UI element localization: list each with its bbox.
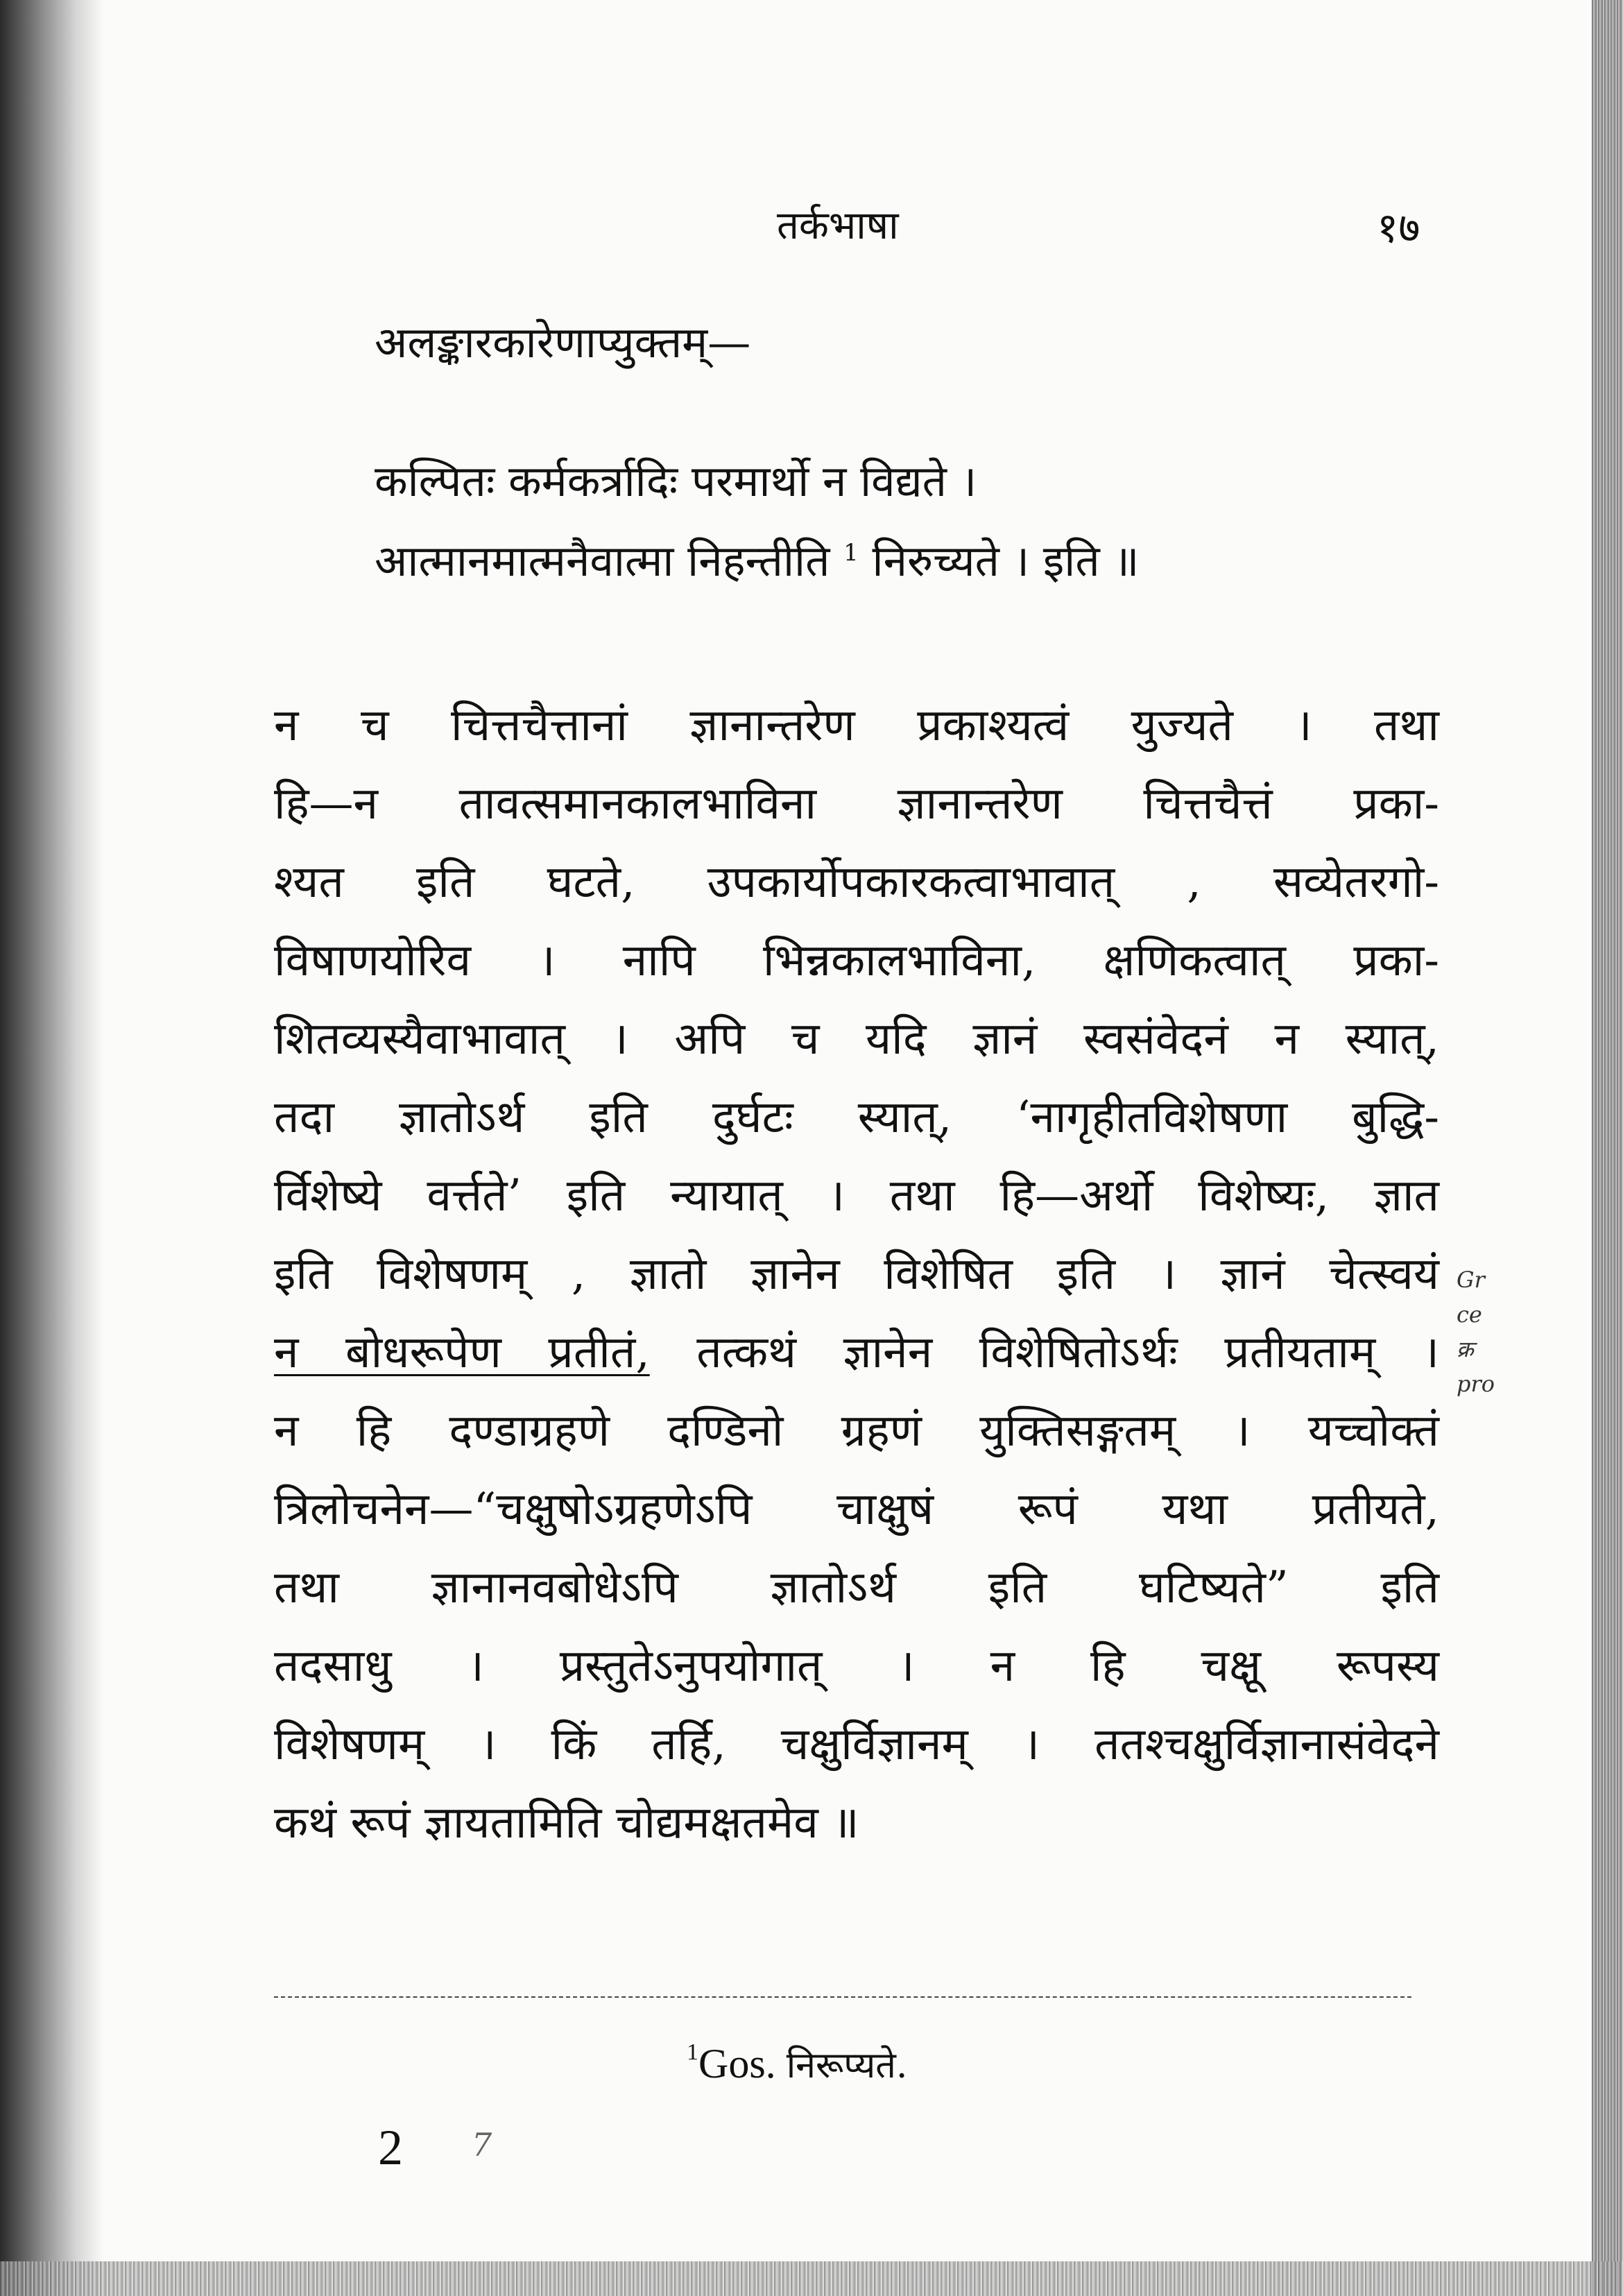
underlined-phrase: न बोधरूपेण प्रतीतं, <box>274 1327 650 1378</box>
body-line: हि—न तावत्समानकालभाविना ज्ञानान्तरेण चित्तचैत्तं प्रका- <box>274 778 1439 830</box>
verse-line-2-end: निरुच्यते । इति ॥ <box>872 536 1140 586</box>
scan-right-edge <box>1592 0 1623 2296</box>
body-line: श्यत इति घटते, उपकार्योपकारकत्वाभावात् , सव्येतरगो- <box>274 857 1439 908</box>
verse-line-2 <box>375 531 1140 589</box>
body-line: तथा ज्ञानानवबोधेऽपि ज्ञातोऽर्थ इति घटिष्यते” इति <box>274 1562 1439 1613</box>
body-line-rest: तत्कथं ज्ञानेन विशेषितोऽर्थः प्रतीयताम् । <box>649 1327 1440 1378</box>
scan-left-edge <box>0 0 104 2296</box>
handwritten-margin-note: Gr ce क्र pro <box>1457 1267 1495 1397</box>
body-line-last: कथं रूपं ज्ञायतामिति चोद्यमक्षतमेव ॥ <box>274 1797 859 1849</box>
footnote-variant: निरूप्यते. <box>786 2045 908 2087</box>
body-line: न च चित्तचैत्तानां ज्ञानान्तरेण प्रकाश्यत्वं युज्यते । तथा <box>274 700 1439 751</box>
intro-line: अलङ्कारकारेणाप्युक्तम्— <box>375 317 751 368</box>
verse-line-2-text: आत्मानमात्मनैवात्मा निहन्तीति <box>375 536 830 586</box>
body-paragraph <box>274 687 1439 1862</box>
footnote-source: Gos. <box>698 2041 787 2087</box>
body-line: तदा ज्ञातोऽर्थ इति दुर्घटः स्यात्, ‘नागृहीतविशेषणा बुद्धि- <box>274 1092 1439 1143</box>
pencil-scribble: 7 <box>472 2126 492 2164</box>
body-line: तदसाधु । प्रस्तुतेऽनुपयोगात् । न हि चक्षू रूपस्य <box>274 1640 1439 1692</box>
body-line: विषाणयोरिव । नापि भिन्नकालभाविना, क्षणिकत्वात् प्रका- <box>274 935 1439 986</box>
body-line-underlined <box>274 1314 1439 1392</box>
printer-signature-mark: 2 <box>378 2120 403 2175</box>
body-line: त्रिलोचनेन—“चक्षुषोऽग्रहणेऽपि चाक्षुषं रूपं यथा प्रतीयते, <box>274 1484 1439 1535</box>
body-line: न हि दण्डाग्रहणे दण्डिनो ग्रहणं युक्तिसङ्गतम् । यच्चोक्तं <box>274 1405 1439 1457</box>
body-line: विशेषणम् । किं तर्हि, चक्षुर्विज्ञानम् । ततश्चक्षुर्विज्ञानासंवेदने <box>274 1719 1439 1770</box>
body-line: र्विशेष्ये वर्त्तते’ इति न्यायात् । तथा हि—अर्थो विशेष्यः, ज्ञात <box>274 1170 1439 1222</box>
footnote-number: 1 <box>687 2039 698 2065</box>
page-number: १७ <box>1377 204 1420 252</box>
scan-bottom-edge <box>0 2261 1623 2296</box>
body-line: इति विशेषणम् , ज्ञातो ज्ञानेन विशेषित इति । ज्ञानं चेत्स्वयं <box>274 1249 1439 1300</box>
footnote-reference: 1 <box>843 539 859 567</box>
verse-line-1: कल्पितः कर्मकर्त्रादिः परमार्थो न विद्यते । <box>375 456 977 506</box>
body-line: शितव्यस्यैवाभावात् । अपि च यदि ज्ञानं स्वसंवेदनं न स्यात्, <box>274 1013 1439 1065</box>
footnote-divider <box>274 1996 1411 1998</box>
running-header-title: तर्कभाषा <box>777 203 899 248</box>
footnote <box>687 2039 907 2089</box>
